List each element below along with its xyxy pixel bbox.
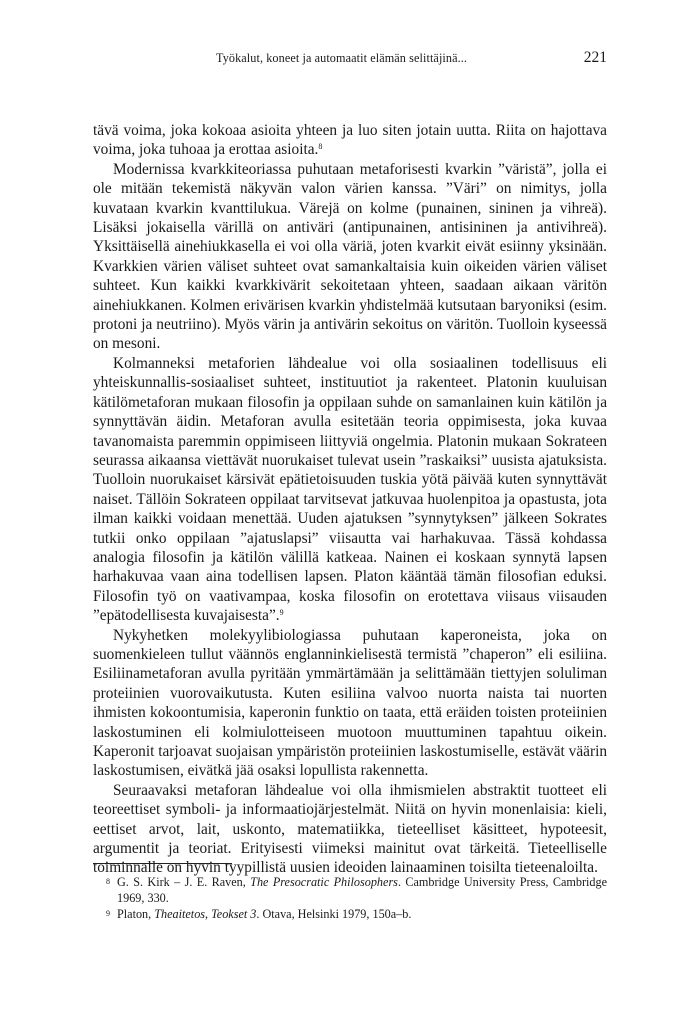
footnote-mark: 9 bbox=[106, 908, 110, 918]
footnote-9 bbox=[93, 907, 607, 923]
paragraph-1 bbox=[93, 121, 607, 160]
footnote-text: G. S. Kirk – J. E. Raven, bbox=[117, 875, 251, 889]
paragraph-text: Modernissa kvarkkiteoriassa puhutaan metaforisesti kvarkin ”väristä”, jolla ei ole mitään tekemistä näkyvän valon värien kanssa. ”Väri” on nimitys, jolla kuvataan kvarkin kvanttilukua. Värejä on kolme (punainen, sininen ja vihreä). Lisäksi jokaisella värillä on antiväri (antipunainen, antisininen ja antivihreä). Yksittäisellä ainehiukkasella ei voi olla väriä, joten kvarkit eivät esiinny yksinään. Kvarkkien värien väliset suhteet ovat samankaltaisia kuin oikeiden värien väliset suhteet. Kun kaikki kvarkkivärit sekoitetaan yhteen, saadaan aikaan väritön ainehiukkanen. Kolmen erivärisen kvarkin yhdistelmää kutsutaan baryoniksi (esim. protoni ja neutriino). Myös värin ja antivärin sekoitus on väritön. Tuolloin kyseessä on mesoni. bbox=[93, 160, 607, 353]
footnote-title: Teokset 3 bbox=[211, 906, 257, 921]
running-header bbox=[93, 48, 607, 68]
paragraph-text: Seuraavaksi metaforan lähdealue voi olla ihmismielen abstraktit tuotteet eli teoreettiset symboli- ja informaatiojärjestelmät. Niitä on hyvin monenlaisia: kieli, eettiset arvot, lait, uskonto, matematiikka, tieteelliset käsitteet, hypoteesit, argumentit ja teoriat. Erityisesti viimeksi mainitut ovat tärkeitä. Tieteelliselle toiminnalle on hyvin tyypillistä uusien ideoiden lainaaminen toisilta tieteenaloilta. bbox=[93, 781, 607, 877]
footnote-text: , bbox=[205, 906, 212, 921]
footnote-8 bbox=[93, 875, 607, 907]
paragraph-text: Nykyhetken molekyylibiologiassa puhutaan kaperoneista, joka on suomenkieleen tullut väännös englanninkielisestä termistä ”chaperon” eli esiliina. Esiliinametaforan avulla pyritään ymmärtämään ja selittämään tiettyjen soluliman proteiinien vuorovaikutusta. Kuten esiliina valvoo nuorta naista tai nuorten ihmisten kokoontumisia, kaperonin funktio on taata, että eräiden toisten proteiinien laskostuminen eli kolmiulotteiseen muotoon muuttuminen tapahtuu oikein. Kaperonit tarjoavat suojaisan ympäristön proteiinien laskostumiselle, estävät väärin laskostumisen, eivätkä jää osaksi lopullista rakennetta. bbox=[93, 626, 607, 780]
paragraph-2 bbox=[93, 160, 607, 354]
footnote-text: Platon, bbox=[117, 906, 155, 921]
footnote-ref-9[interactable]: 9 bbox=[279, 608, 284, 618]
page-number: 221 bbox=[583, 49, 607, 66]
footnote-text: . Cambridge University Press, Cambridge 1969, 330. bbox=[117, 875, 608, 905]
paragraph-text: tävä voima, joka kokoaa asioita yhteen ja luo siten jotain uutta. Riita on hajottava voima, joka tuhoaa ja erottaa asioita. bbox=[93, 122, 607, 159]
footnote-title: The Presocratic Philosophers bbox=[250, 875, 398, 889]
footnote-title: Theaitetos bbox=[154, 906, 206, 921]
paragraph-3 bbox=[93, 354, 607, 626]
footnote-mark: 8 bbox=[106, 877, 110, 886]
body-text bbox=[93, 121, 607, 878]
paragraph-text: Kolmanneksi metaforien lähdealue voi olla sosiaalinen todellisuus eli yhteiskunnallis-sosiaaliset suhteet, instituutiot ja rakenteet. Platonin kuuluisan kätilömetaforan mukaan filosofin ja oppilaan suhde on samanlainen kuin kätilön ja synnyttävän äidin. Metaforan avulla esitetään teoria oppimisesta, joka kuvaa tavanomaista paremmin oppimiseen liittyviä ongelmia. Platonin mukaan Sokrateen seurassa aikaansa viettävät nuorukaiset tulevat usein ”raskaiksi” uusista ajatuksista. Tuolloin nuorukaiset kärsivät epätietoisuuden tuskia yötä päivää kuten synnyttävät naiset. Tällöin Sokrateen oppilaat tarvitsevat jatkuvaa huolenpitoa ja opastusta, jota ilman kaikki voidaan menettää. Uuden ajatuksen ”synnytyksen” jälkeen Sokrates tutkii onko oppilaan ”ajatuslapsi” viisautta vai harhakuvaa. Tässä kohdassa analogia filosofin ja kätilön välillä katkeaa. Nainen ei koskaan synnytä lapsen harhakuvaa vaan aina todellisen lapsen. Platon kääntää tämän filosofian eduksi. Filosofin työ on vaativampaa, koska filosofin on erotettava viisaus viisauden ”epätodellisesta kuvajaisesta”. bbox=[93, 354, 607, 625]
footnote-text: . Otava, Helsinki 1979, 150a–b. bbox=[256, 906, 412, 921]
footnotes bbox=[93, 875, 607, 922]
footnote-ref-8[interactable]: 8 bbox=[318, 142, 323, 152]
running-title: Työkalut, koneet ja automaatit elämän selittäjinä... bbox=[216, 51, 468, 65]
footnote-divider bbox=[93, 863, 232, 864]
paragraph-4 bbox=[93, 626, 607, 781]
